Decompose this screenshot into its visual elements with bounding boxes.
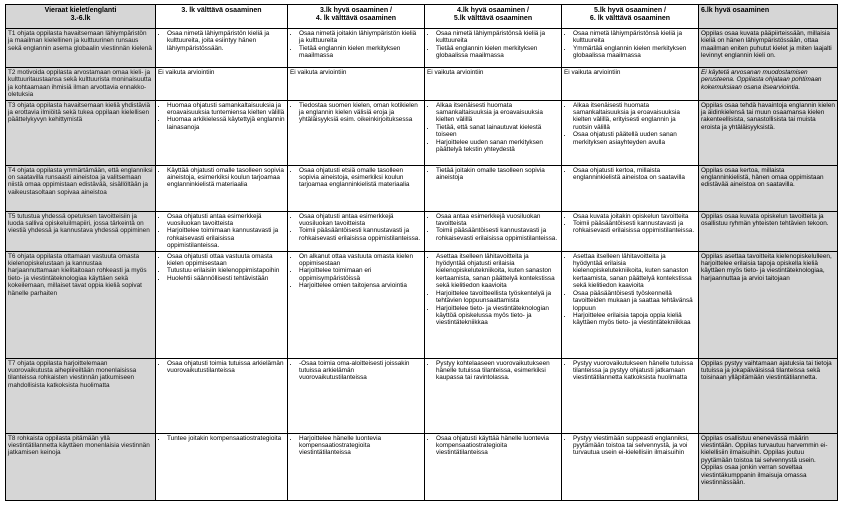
criteria-cell-c5 (425, 433, 562, 500)
criteria-item: • Käyttää ohjatusti omalle tasolleen sopivia aineistoja, esimerkiksi koulun tarjoamaa englanninkielistä materiaalia (167, 167, 285, 189)
criteria-item: • Asettaa itselleen lähitavoitteita ja hyödyntää erilaisia kielenopiskelutekniikoita, kuten sanaston kertaamista, sanan päättelyä kontekstissa sekä kielitiedon kaavioita (573, 253, 696, 290)
criteria-cell-c5 (425, 211, 562, 251)
criteria-item: • Osaa kuvata joitakin opiskelun tavoitteita (573, 213, 696, 220)
criteria-cell-c6 (562, 251, 699, 358)
criteria-cell-c4 (288, 358, 425, 433)
criteria-list (427, 435, 559, 457)
criteria-list (290, 435, 422, 457)
criteria-item: • Osaa pääsääntöisesti työskennellä tavoitteiden mukaan ja saattaa tehtävänsä loppuun (573, 290, 696, 312)
header-grade3-good-grade4-sufficient (288, 5, 425, 29)
criteria-item: • Pystyy kohtelaaseen vuorovaikutukseen hänelle tutuissa tilanteissa, esimerkiksi kaupassa tai ravintolassa. (436, 360, 559, 382)
criteria-list (427, 213, 559, 243)
criteria-list (564, 30, 696, 60)
criteria-item: • Osaa nimetä joitakin lähiympäristön kieliä ja kulttuureita (299, 30, 422, 45)
criteria-list (158, 30, 285, 52)
criteria-list (564, 213, 696, 235)
criteria-item: • Toimii pääsääntöisesti kannustavasti ja rohkaisevasti erilaisissa oppimistilanteissa. (299, 227, 422, 242)
criteria-item: • Osaa ohjatusti kertoa, millaista englanninkielistä aineistoa on saatavilla (573, 167, 696, 182)
criteria-list (564, 102, 696, 146)
criteria-list (290, 30, 422, 60)
table-row (6, 358, 838, 433)
criteria-item: • Alkaa itsenäisesti huomata samankaltaisuuksia ja eroavaisuuksia kielten välillä, erityisesti englannin ja ruotsin välillä (573, 102, 696, 132)
criteria-cell-c4 (288, 251, 425, 358)
criteria-item: • Ymmärtää englannin kielen merkityksen globaalissa maailmassa (573, 45, 696, 60)
header-grade3-sufficient (156, 5, 288, 29)
goal-cell: T3 ohjata oppilasta havaitsemaan kieliä yhdistäviä ja erottavia ilmiöitä sekä tukea oppilaan kielellisen päättelykyvyn kehittymistä (6, 100, 156, 165)
criteria-cell-c4 (288, 29, 425, 68)
criteria-cell-c3 (156, 29, 288, 68)
criteria-list (290, 213, 422, 243)
grade6-good-cell: Oppilas osaa tehdä havaintoja englannin kielen ja äidinkielensä tai muun osaamansa kielen rakenteellisista, sanastollisista tai muista eroista ja yhtäläisyyksistä. (699, 100, 838, 165)
header-text-line: 5.lk välttävä osaaminen (453, 15, 533, 22)
criteria-item: • Alkaa itsenäisesti huomata samankaltaisuuksia ja eroavaisuuksia kielten välillä (436, 102, 559, 124)
goal-cell: T2 motivoida oppilasta arvostamaan omaa kieli- ja kulttuuritaustaansa sekä kulttuurista moninaisuutta ja kohtaamaan ihmisiä ilman arvottavia ennakko-oletuksia (6, 68, 156, 101)
criteria-item: • Toimii pääsääntöisesti kannustavasti ja rohkaisevasti erilaisissa oppimistilanteissa. (436, 227, 559, 242)
header-grade5-good-grade6-sufficient (562, 5, 699, 29)
assessment-criteria-table (5, 4, 838, 501)
goal-cell: T7 ohjata oppilasta harjoittelemaan vuorovaikutusta aihepiireiltään monenlaisissa tilanteissa rohkaisten viestinnän jatkumiseen mahdollisista katkoksista huolimatta (6, 358, 156, 433)
criteria-cell-c3 (156, 358, 288, 433)
header-text-line: Vieraat kielet/englanti (44, 7, 117, 14)
criteria-list (427, 102, 559, 154)
criteria-list (427, 253, 559, 327)
criteria-cell-c3: Ei vaikuta arviointiin (156, 68, 288, 101)
criteria-item: • Osaa ohjatusti etsiä omalle tasolleen sopivia aineistoja, esimerkiksi koulun tarjoamaa englanninkielistä materiaalia (299, 167, 422, 189)
criteria-item: • Osaa antaa esimerkkejä vuosiluokan tavoitteista (436, 213, 559, 228)
criteria-item: • Toimii pääsääntöisesti kannustavasti ja rohkaisevasti erilaisissa oppimistilanteissa. (573, 220, 696, 235)
criteria-item: • On alkanut ottaa vastuuta omasta kielen oppimisestaan (299, 253, 422, 268)
grade6-good-cell: Oppilas osallistuu enenevässä määrin viestintään. Oppilas turvautuu harvemmin ei-kielellisiin ilmaisuihin. Oppilas joutuu pyytämään toistoa tai selvennystä usein. Oppilas osaa jonkin verran soveltaa viestintäkumppanin ilmaisuja omassa viestinnässään. (699, 433, 838, 500)
criteria-item: • Osaa ohjatusti päätellä uuden sanan merkityksen asiayhteyden avulla (573, 131, 696, 146)
table-row (6, 211, 838, 251)
criteria-item: • Huomaa ohjatusti samankaltaisuuksia ja eroavaisuuksia tuntemiensa kielten välillä (167, 102, 285, 117)
criteria-item: • Tiedostaa suomen kielen, oman kotikielen ja englannin kielen välisiä eroja ja yhtäläisyyksiä esim. oikeinkirjoituksessa (299, 102, 422, 124)
header-row (6, 5, 838, 29)
header-text-line: 6. lk välttävä osaaminen (589, 15, 671, 22)
criteria-list (290, 102, 422, 124)
header-text-line: 3.lk hyvä osaaminen / (320, 7, 392, 14)
criteria-cell-c4 (288, 433, 425, 500)
criteria-item: • Huomaa arkikielessä käytettyjä englannin lainasanoja (167, 116, 285, 131)
table-body (6, 29, 838, 501)
criteria-cell-c3 (156, 251, 288, 358)
criteria-item: • Osaa nimetä lähiympäristönsä kieliä ja kulttuureita (573, 30, 696, 45)
criteria-cell-c6: Ei vaikuta arviointiin (562, 68, 699, 101)
table-row (6, 100, 838, 165)
header-grade6-good (699, 5, 838, 29)
criteria-cell-c6 (562, 29, 699, 68)
header-text-line: 6.lk hyvä osaaminen (701, 7, 770, 14)
criteria-item: • Harjoittelee hänelle luontevia kompensaatiostrategioita viestintätilanteissa (299, 435, 422, 457)
criteria-list (290, 167, 422, 189)
grade6-good-cell: Oppilas osaa kertoa, millaista englanninkielistä, hänen omaa oppimistaan edistävää aineistoa on saatavilla. (699, 165, 838, 211)
criteria-cell-c3 (156, 165, 288, 211)
table-row (6, 29, 838, 68)
criteria-item: • -Osaa toimia oma-aloitteisesti joissakin tutuissa arkielämän vuorovaikutustilanteissa (299, 360, 422, 382)
table-row (6, 251, 838, 358)
criteria-list (427, 360, 559, 382)
criteria-item: • Osaa nimetä lähiympäristönsä kieliä ja kulttuureita (436, 30, 559, 45)
criteria-list (158, 167, 285, 189)
criteria-list (564, 435, 696, 457)
criteria-item: • Asettaa itselleen lähitavoitteita ja hyödyntää ohjatusti erilaisia kielenopiskelutekniikoita, kuten sanaston kertaamista, sanan päättelyä kontekstissa sekä kielitiedon kaavioita (436, 253, 559, 290)
criteria-cell-c5 (425, 100, 562, 165)
criteria-cell-c5 (425, 29, 562, 68)
criteria-list (564, 167, 696, 182)
criteria-item: • Osaa ohjatusti antaa esimerkkejä vuosiluokan tavoitteista (299, 213, 422, 228)
grade6-good-cell: Oppilas asettaa tavoitteita kielenopiskelulleen, harjoittelee erilaisia tapoja opiskella kieliä käyttäen myös tieto- ja viestintäteknologiaa, harjaannuttaa ja arvioi taitojaan (699, 251, 838, 358)
criteria-list (427, 30, 559, 60)
criteria-item: • Harjoittelee uuden sanan merkityksen päättelyä tekstin yhteydestä (436, 139, 559, 154)
criteria-cell-c5: Ei vaikuta arviointiin (425, 68, 562, 101)
grade6-good-cell: Oppilas osaa kuvata pääpiirteissään, millaisia kieliä on hänen lähiympäristössään, ottaa maailman eniten puhutut kielet ja miten laajalti levinnyt englannin kieli on. (699, 29, 838, 68)
criteria-item: • Osaa ohjatusti antaa esimerkkejä vuosiluokan tavoitteista (167, 213, 285, 228)
criteria-cell-c6 (562, 433, 699, 500)
criteria-item: • Harjoittelee omien taitojensa arviointia (299, 282, 422, 289)
assessment-table-container (5, 4, 837, 501)
criteria-list (290, 253, 422, 290)
criteria-item: • Tietää englannin kielen merkityksen maailmassa (299, 45, 422, 60)
criteria-list (158, 253, 285, 283)
criteria-list (158, 213, 285, 250)
goal-cell: T4 ohjata oppilasta ymmärtämään, että englanniksi on saatavilla runsaasti aineistoa ja valitsemaan niistä omaa oppimistaan edistävää, sisällöltään ja vaikeustasoltaan sopivaa aineistoa (6, 165, 156, 211)
grade6-good-cell: Ei käytetä arvosanan muodostamisen perusteena. Oppilasta ohjataan pohtimaan kokemuksiaan osana itsearviointia. (699, 68, 838, 101)
criteria-cell-c4 (288, 100, 425, 165)
criteria-list (564, 360, 696, 382)
criteria-item: • Harjoittelee tavoitteellista työskentelyä ja tehtävien loppuunsaattamista (436, 290, 559, 305)
criteria-item: • Tutustuu erilaisiin kielenoppimistapoihin (167, 267, 285, 274)
criteria-item: • Harjoittelee erilaisia tapoja oppia kieliä käyttäen myös tieto- ja viestintätekniikkaa (573, 312, 696, 327)
criteria-cell-c4: Ei vaikuta arviointiin (288, 68, 425, 101)
criteria-item: • Harjoittelee toimimaan eri oppimisympäristöissä (299, 267, 422, 282)
table-row (6, 68, 838, 101)
criteria-cell-c5 (425, 251, 562, 358)
table-row (6, 433, 838, 500)
criteria-item: • Pystyy viestimään suppeasti englanniksi, pyytämään toistoa tai selvennystä, ja voi turvautua usein ei-kielellisiin ilmaisuihin (573, 435, 696, 457)
criteria-list (158, 435, 285, 442)
criteria-cell-c4 (288, 165, 425, 211)
criteria-item: • Osaa ohjatusti toimia tutuissa arkielämän vuorovaikutustilanteissa (167, 360, 285, 375)
header-grade4-good-grade5-sufficient (425, 5, 562, 29)
criteria-list (158, 360, 285, 375)
criteria-list (427, 167, 559, 182)
table-row (6, 165, 838, 211)
criteria-cell-c3 (156, 100, 288, 165)
criteria-item: • Tietää englannin kielen merkityksen globaalissa maailmassa (436, 45, 559, 60)
criteria-list (564, 253, 696, 327)
criteria-cell-c4 (288, 211, 425, 251)
criteria-item: • Huolehtii säännöllisesti tehtävistään (167, 275, 285, 282)
criteria-cell-c5 (425, 165, 562, 211)
criteria-item: • Tietää joitakin omalle tasolleen sopivia aineistoja (436, 167, 559, 182)
criteria-list (158, 102, 285, 132)
goal-cell: T5 tutustua yhdessä opetuksen tavoitteisiin ja luoda salliva opiskeluilmapiiri, jossa tärkeintä on viestiä yhdessä ja kannustava yhdessä oppiminen (6, 211, 156, 251)
grade6-good-cell: Oppilas osaa kuvata opiskelun tavoitteita ja osallistuu ryhmän yhteisten tehtävien tekoon. (699, 211, 838, 251)
criteria-cell-c3 (156, 433, 288, 500)
header-text-line: 4. lk välttävä osaaminen (315, 15, 397, 22)
criteria-cell-c6 (562, 211, 699, 251)
criteria-item: • Osaa ohjatusti ottaa vastuuta omasta kielen oppimisestaan (167, 253, 285, 268)
criteria-item: • Osaa nimetä lähiympäristön kieliä ja kulttuureita, joita esiintyy hänen lähiympäristössään. (167, 30, 285, 52)
grade6-good-cell: Oppilas pystyy vaihtamaan ajatuksia tai tietoja tutuissa ja jokapäiväisissä tilanteissa sekä toisinaan ylläpitämään viestintätilannetta. (699, 358, 838, 433)
header-text-line: 5.lk hyvä osaaminen / (594, 7, 666, 14)
criteria-cell-c6 (562, 165, 699, 211)
criteria-item: • Tietää, että sanat lainautuvat kielestä toiseen (436, 124, 559, 139)
goal-cell: T1 ohjata oppilasta havaitsemaan lähiympäristön ja maailman kielellinen ja kulttuurinen runsaus sekä englannin asema globaalin viestinnän kielenä (6, 29, 156, 68)
header-text-line: 3.-6.lk (70, 15, 91, 22)
goal-cell: T8 rohkaista oppilasta pitämään yllä viestintätilannetta käyttäen monenlaisia viestinnän jatkamisen keinoja (6, 433, 156, 500)
criteria-item: • Harjoittelee tieto- ja viestintäteknologian käyttöä opiskelussa myös tieto- ja viestintätekniikkaa (436, 305, 559, 327)
header-text-line: 4.lk hyvä osaaminen / (457, 7, 529, 14)
criteria-cell-c6 (562, 358, 699, 433)
criteria-cell-c3 (156, 211, 288, 251)
header-goals (6, 5, 156, 29)
header-text-line: 3. lk välttävä osaaminen (181, 7, 262, 14)
criteria-item: • Osaa ohjatusti käyttää hänelle luontevia kompensaatiostrategioita viestintätilanteissa (436, 435, 559, 457)
criteria-item: • Pystyy vuorovaikutukseen hänelle tutuissa tilanteissa ja pystyy ohjatusti jatkamaan viestintätilannetta katkoksista huolimatta (573, 360, 696, 382)
criteria-item: • Harjoittelee toimimaan kannustavasti ja rohkaisevasti erilaisissa oppimistilanteissa. (167, 227, 285, 249)
criteria-cell-c5 (425, 358, 562, 433)
criteria-cell-c6 (562, 100, 699, 165)
goal-cell: T6 ohjata oppilasta ottamaan vastuuta omasta kielenopiskelustaan ja kannustaa harjaannuttamaan kielitaitoaan rohkeasti ja myös tieto- ja viestintäteknologiaa käyttäen sekä kokeilemaan, millaiset tavat oppia kieliä sopivat hänelle parhaiten (6, 251, 156, 358)
criteria-item: • Tuntee joitakin kompensaatiostrategioita (167, 435, 285, 442)
criteria-list (290, 360, 422, 382)
